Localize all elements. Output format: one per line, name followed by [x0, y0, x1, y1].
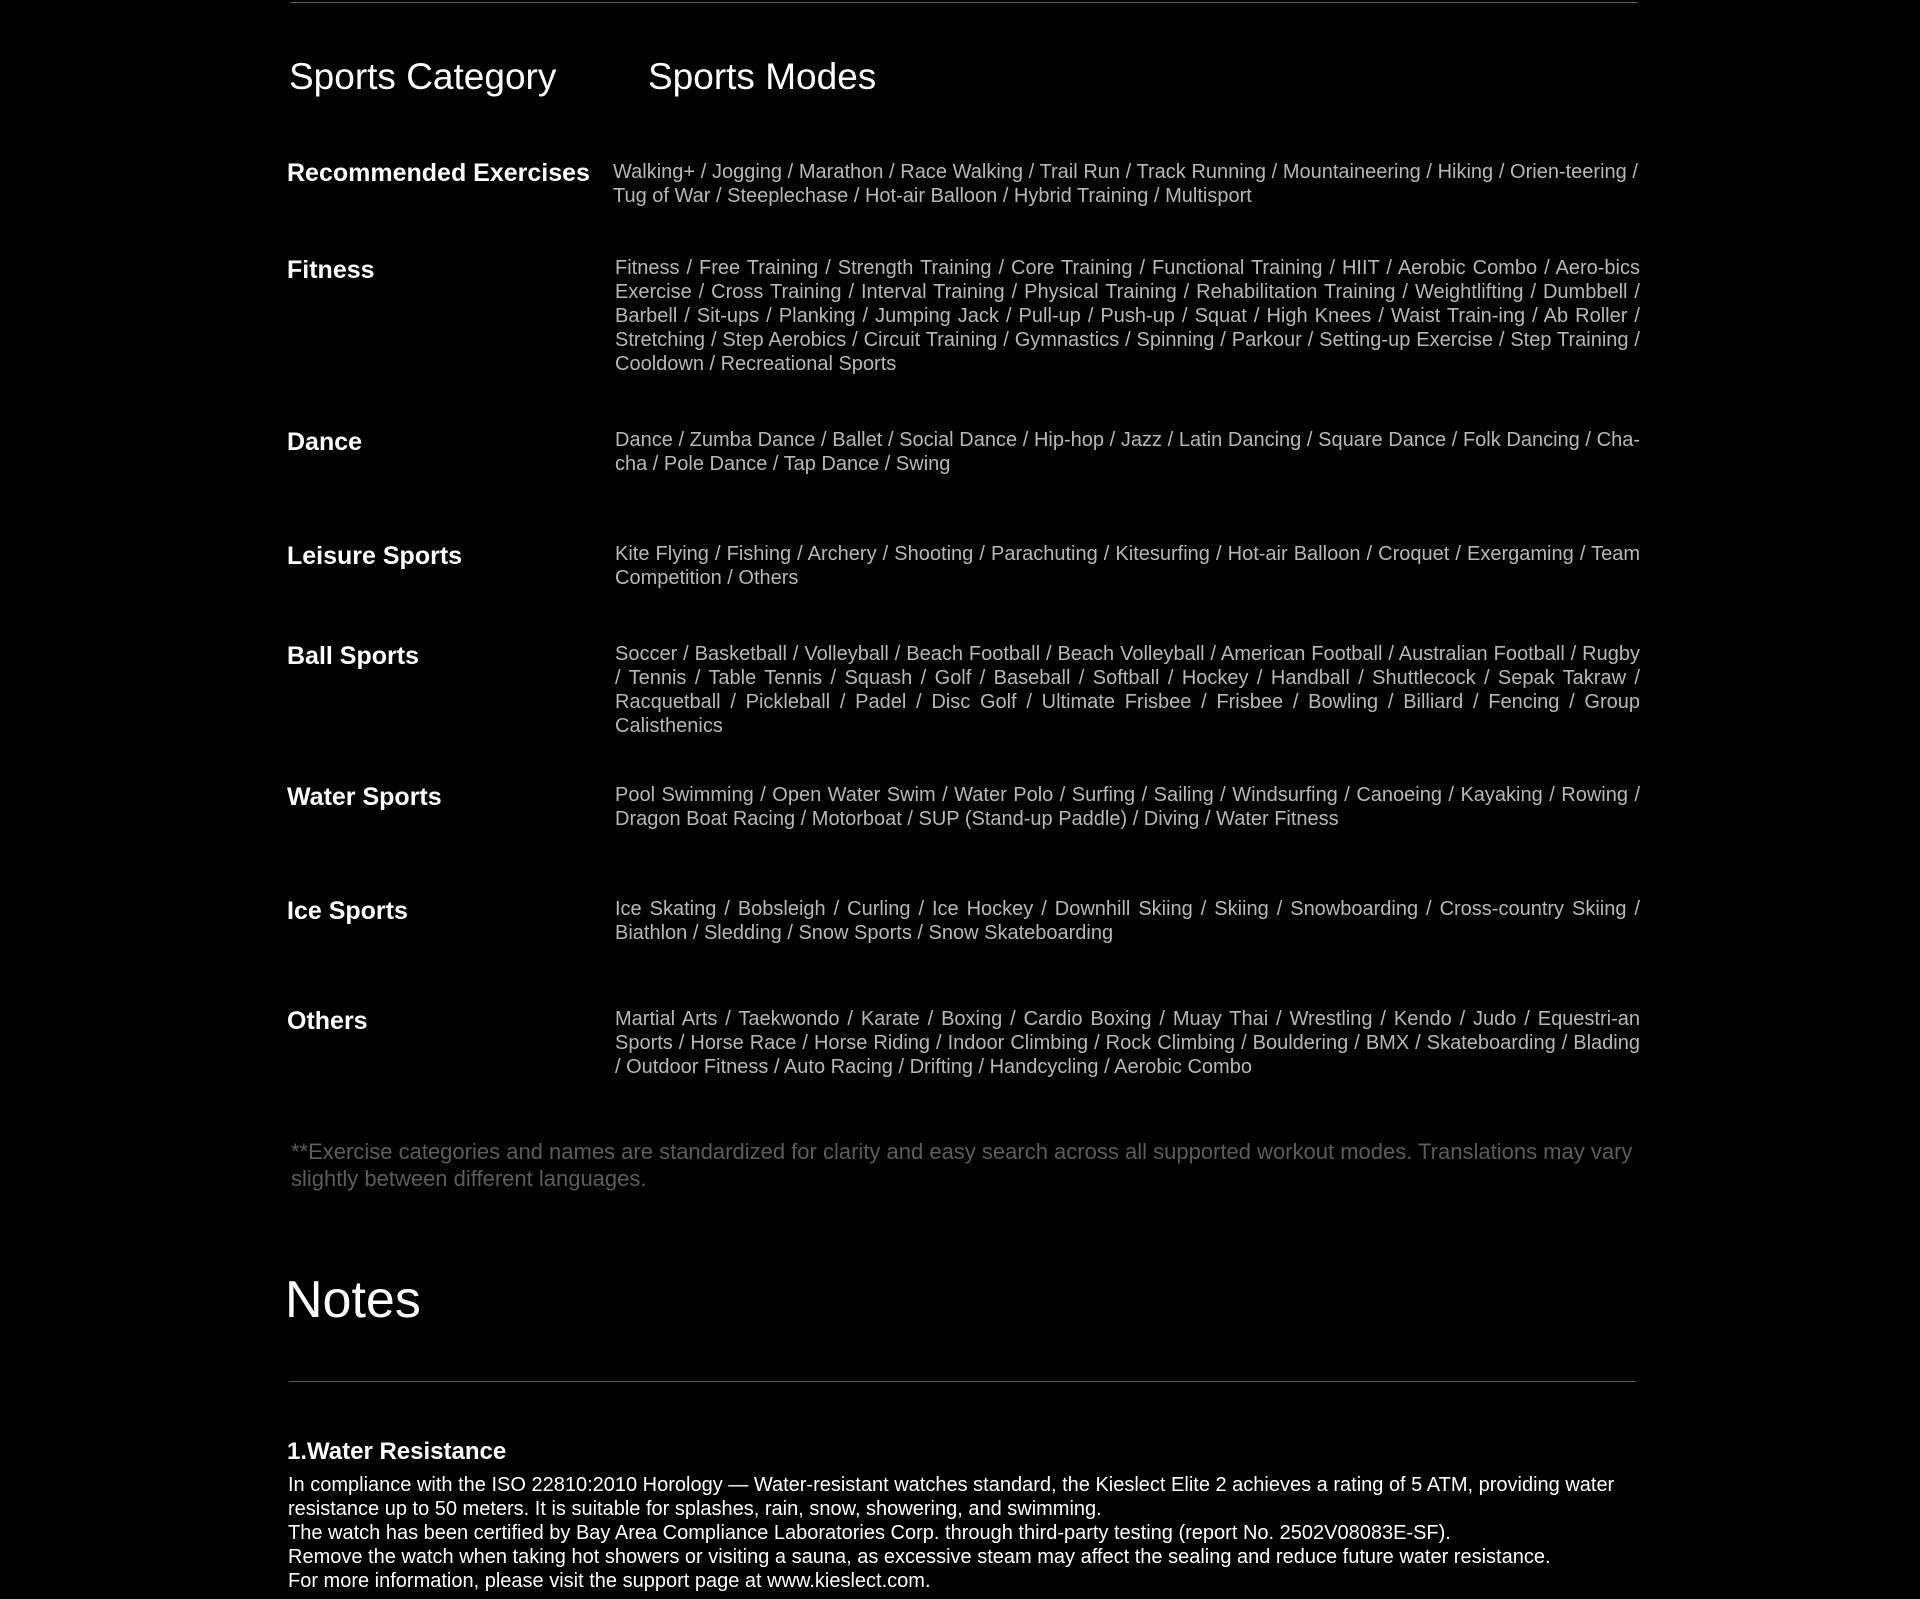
- category-label-dance: Dance: [287, 428, 363, 456]
- footnote: **Exercise categories and names are standardized for clarity and easy search across all supported workout modes. Translations may vary slightly between different languages.: [291, 1139, 1633, 1191]
- modes-list-fitness: Fitness / Free Training / Strength Training / Core Training / Functional Training / HIIT / Aerobic Combo / Aero-bics Exercise / Cross Training / Interval Training / Physical Training / Rehabilitation Training / Weightlifting / Dumbbell / Barbell / Sit-ups / Planking / Jumping Jack / Pull-up / Push-up / Squat / High Knees / Waist Train-ing / Ab Roller / Stretching / Step Aerobics / Circuit Training / Gymnastics / Spinning / Parkour / Setting-up Exercise / Step Training / Cooldown / Recreational Sports: [615, 257, 1640, 375]
- note-paragraph: In compliance with the ISO 22810:2010 Horology — Water-resistant watches standard, the Kieslect Elite 2 achieves a rating of 5 ATM, providing water resistance up to 50 meters. It is suitable for splashes, rain, snow, showering, and swimming.: [288, 1474, 1615, 1520]
- modes-list-recommended-exercises: Walking+ / Jogging / Marathon / Race Walking / Trail Run / Track Running / Mountaineering / Hiking / Orien-teering / Tug of War / Steeplechase / Hot-air Balloon / Hybrid Training / Multisport: [613, 161, 1638, 207]
- notes-title: Notes: [285, 1271, 421, 1329]
- note-heading-water-resistance: 1.Water Resistance: [287, 1438, 507, 1465]
- category-label-others: Others: [287, 1007, 368, 1035]
- top-divider: [290, 2, 1638, 3]
- category-label-ice-sports: Ice Sports: [287, 897, 408, 925]
- category-label-recommended-exercises: Recommended Exercises: [287, 159, 590, 187]
- modes-list-others: Martial Arts / Taekwondo / Karate / Boxing / Cardio Boxing / Muay Thai / Wrestling / Kendo / Judo / Equestri-an Sports / Horse Race / Horse Riding / Indoor Climbing / Rock Climbing / Bouldering / BMX / Skateboarding / Blading / Outdoor Fitness / Auto Racing / Drifting / Handcycling / Aerobic Combo: [615, 1008, 1640, 1078]
- category-label-ball-sports: Ball Sports: [287, 642, 419, 670]
- note-paragraph: For more information, please visit the support page at www.kieslect.com.: [288, 1570, 931, 1592]
- sports-category-header: Sports Category: [289, 56, 557, 97]
- note-body-water-resistance: [288, 1473, 1640, 1593]
- notes-divider: [289, 1381, 1636, 1382]
- category-label-fitness: Fitness: [287, 256, 375, 284]
- modes-list-ball-sports: Soccer / Basketball / Volleyball / Beach Football / Beach Volleyball / American Football / Australian Football / Rugby / Tennis / Table Tennis / Squash / Golf / Baseball / Softball / Hockey / Handball / Shuttlecock / Sepak Takraw / Racquetball / Pickleball / Padel / Disc Golf / Ultimate Frisbee / Frisbee / Bowling / Billiard / Fencing / Group Calisthenics: [615, 643, 1640, 737]
- note-paragraph: The watch has been certified by Bay Area Compliance Laboratories Corp. through third-party testing (report No. 2502V08083E-SF).: [288, 1522, 1451, 1544]
- modes-list-water-sports: Pool Swimming / Open Water Swim / Water Polo / Surfing / Sailing / Windsurfing / Canoeing / Kayaking / Rowing / Dragon Boat Racing / Motorboat / SUP (Stand-up Paddle) / Diving / Water Fitness: [615, 784, 1640, 830]
- sports-modes-header: Sports Modes: [648, 56, 877, 97]
- modes-list-leisure-sports: Kite Flying / Fishing / Archery / Shooting / Parachuting / Kitesurfing / Hot-air Balloon / Croquet / Exergaming / Team Competition / Others: [615, 543, 1640, 589]
- modes-list-dance: Dance / Zumba Dance / Ballet / Social Dance / Hip-hop / Jazz / Latin Dancing / Square Dance / Folk Dancing / Cha-cha / Pole Dance / Tap Dance / Swing: [615, 429, 1640, 475]
- note-paragraph: Remove the watch when taking hot showers or visiting a sauna, as excessive steam may affect the sealing and reduce future water resistance.: [288, 1546, 1551, 1568]
- modes-list-ice-sports: Ice Skating / Bobsleigh / Curling / Ice Hockey / Downhill Skiing / Skiing / Snowboarding / Cross-country Skiing / Biathlon / Sledding / Snow Sports / Snow Skateboarding: [615, 898, 1640, 944]
- category-label-leisure-sports: Leisure Sports: [287, 542, 463, 570]
- category-label-water-sports: Water Sports: [287, 783, 442, 811]
